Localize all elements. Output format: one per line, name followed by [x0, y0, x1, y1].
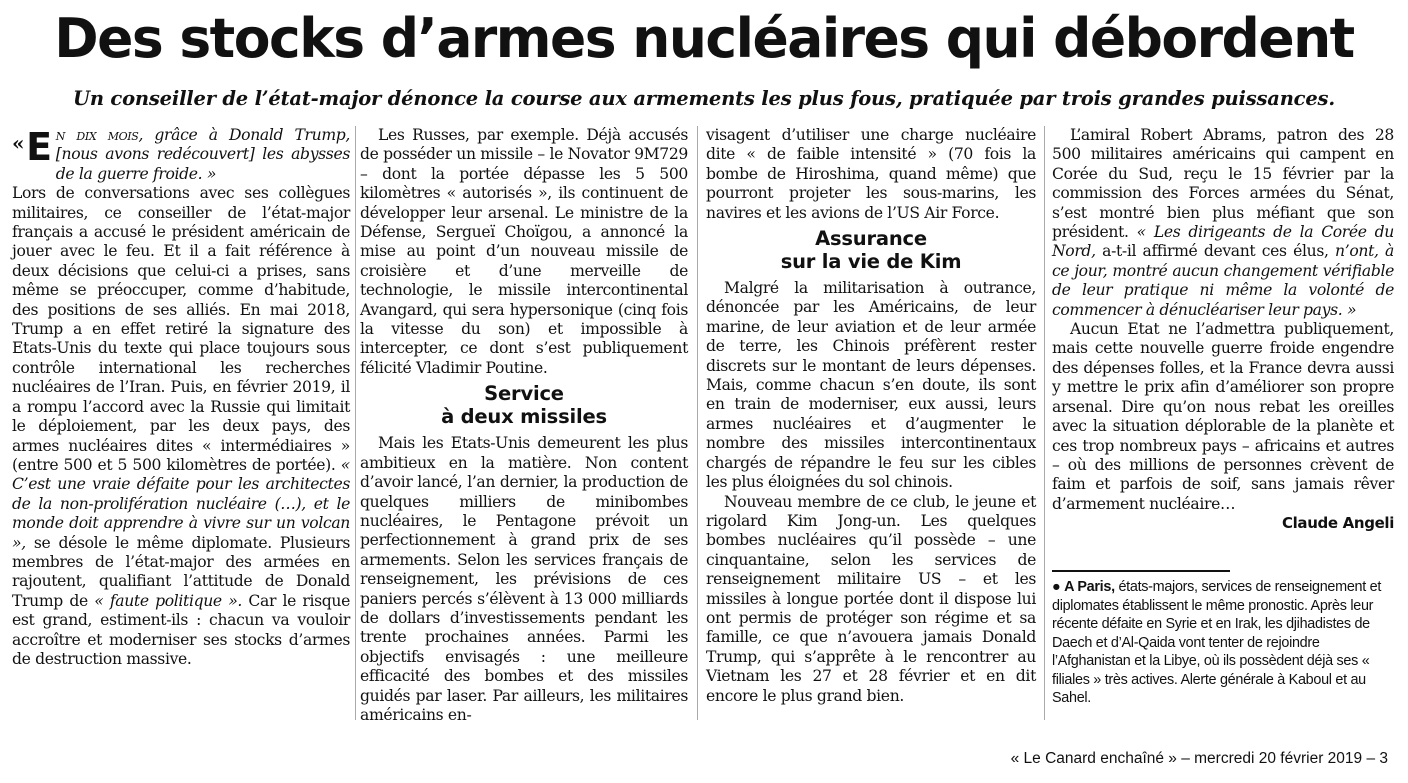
paragraph: Mais les Etats-Unis demeurent les plus ambitieux en la matière. Non content d’avoir lancé, l’an dernier, la production de quelques milliers de minibombes nucléaires, le Pentagone prévoit un perfectionnement à grand prix de ses armements. Selon les services français de renseignement, les prévisions de ces paniers percés s’élèvent à 13 000 milliards de dollars d’investissements pendant les trente prochaines années. Parmi les objectifs envisagés : une meilleure efficacité des bombes et des missiles guidés par laser. Par ailleurs, les militaires américains en- — [360, 434, 688, 724]
page-footer: « Le Canard enchaîné » – mercredi 20 février 2019 – 3 — [1010, 750, 1388, 767]
paragraph: Malgré la militarisation à outrance, dénoncée par les Américains, de leur marine, de leur aviation et de leur armée de terre, les Chinois préfèrent rester discrets sur le montant de leurs dépenses. Mais, comme chacun s’en doute, ils sont en train de moderniser, eux aussi, leurs armes nucléaires et d’augmenter le nombre des missiles intercontinentaux chargés de répandre le feu sur les cibles les plus éloignées du sol chinois. — [706, 279, 1036, 492]
intertitle — [706, 227, 1036, 273]
brief-text: états-majors, services de renseignement et diplomates établissent le même pronostic. Après leur récente défaite en Syrie et en Irak, les djihadistes de Daech et d’Al-Qaida vont tenter de rejoindre l’Afghanistan et la Libye, où ils possèdent déjà ses « filiales » très actives. Alerte générale à Kaboul et au Sahel. — [1052, 579, 1382, 706]
column-rule — [1044, 126, 1045, 720]
paragraph-text: Lors de conversations avec ses collègues militaires, ce conseiller de l’état-major français a accusé le président américain de jouer avec le feu. Et il a fait référence à deux décisions que celui-ci a prises, sans même se préoccuper, comme d’habitude, des positions de ses alliés. En mai 2018, Trump a en effet retiré la signature des Etats-Unis du texte qui place toujours sous contrôle international les recherches nucléaires de l’Iran. Puis, en février 2019, il a rompu l’accord avec la Russie qui limitait le déploiement, par les deux pays, des armes nucléaires dites « intermédiaires » (entre 500 et 5 500 kilomètres de portée). — [12, 184, 350, 474]
paragraph: visagent d’utiliser une charge nucléaire dite « de faible intensité » (70 fois la bombe de Hiroshima, quand même) que pourront projeter les sous-marins, les navires et les avions de l’US Air Force. — [706, 126, 1036, 222]
paragraph — [1052, 126, 1394, 320]
intertitle-line: à deux missiles — [441, 405, 607, 429]
paragraph: Nouveau membre de ce club, le jeune et rigolard Kim Jong-un. Les quelques bombes nucléaires qu’il possède – une cinquantaine, selon les services de renseignement militaire US – et les missiles à longue portée dont il dispose lui ont permis de protéger son régime et sa famille, ce que n’avouera jamais Donald Trump, qui s’apprête à le rencontrer au Vietnam les 27 et 28 février et en dit encore le plus grand bien. — [706, 492, 1036, 705]
article-column-2 — [360, 126, 688, 725]
quote-text: « faute politique ». — [94, 591, 243, 610]
author-signature: Claude Angeli — [1281, 514, 1394, 533]
column-rule — [355, 126, 356, 720]
column-rule — [697, 126, 698, 720]
bullet-icon: ● — [1052, 579, 1061, 595]
paragraph-text: L’amiral Robert Abrams, patron des 28 500 militaires américains qui campent en Corée du Sud, reçu le 15 février par la commission des Forces armées du Sénat, s’est montré bien plus méfiant que son président. — [1052, 126, 1394, 242]
intertitle-line: Assurance — [815, 227, 927, 251]
paragraph-text: Car le risque est grand, estiment-ils : chacun va vouloir accroître et moderniser ses stocks d’armes de destruction massive. — [12, 591, 350, 668]
article-column-1 — [12, 126, 350, 669]
paragraph-text: a-t-il affirmé devant ces élus, — [1102, 242, 1329, 261]
intertitle-line: sur la vie de Kim — [780, 250, 962, 274]
quote-text: « C’est une vraie défaite pour les architectes de la non-prolifération nucléaire (…), et le monde doit apprendre à vivre sur un volcan », — [12, 455, 350, 552]
drop-cap: E — [26, 125, 52, 169]
paragraph-text: se désole le même diplomate. Plusieurs membres de l’état-major des armées en rajoutent, qualifiant l’attitude de Donald Trump de — [12, 533, 350, 610]
paragraph — [12, 184, 350, 669]
news-brief — [1052, 578, 1394, 708]
subtitle: Un conseiller de l’état-major dénonce la course aux armements les plus fous, pratiquée par trois grandes puissances. — [73, 87, 1335, 110]
intertitle — [360, 382, 688, 428]
quote-text: n’ont, à ce jour, montré aucun changement vérifiable de leur pratique ni même la volonté de commencer à dénucléariser leur pays. » — [1052, 242, 1394, 319]
brief-lead: A Paris, — [1064, 579, 1115, 595]
paragraph: Les Russes, par exemple. Déjà accusés de posséder un missile – le Novator 9M729 – dont la portée dépasse les 5 500 kilomètres « autorisés », ils continuent de développer leur arsenal. Le ministre de la Défense, Sergueï Choïgou, a annoncé la mise au point d’un nouveau missile de croisière et d’une merveille de technologie, le missile intercontinental Avangard, qui sera hypersonique (cinq fois la vitesse du son) et impossible à intercepter, ce dont s’est publiquement félicité Vladimir Poutine. — [360, 126, 688, 377]
opening-quote: « — [12, 131, 25, 155]
lead-rest: grâce à Donald Trump, [nous avons redécouvert] les abysses de la guerre froide. » — [55, 126, 350, 183]
quote-text: « Les dirigeants de la Corée du Nord, — [1052, 223, 1394, 261]
divider — [1052, 570, 1230, 572]
lead-caps: n dix mois, — [55, 126, 144, 144]
intertitle-line: Service — [484, 382, 564, 406]
lead-paragraph — [12, 126, 350, 184]
article-column-3 — [706, 126, 1036, 706]
headline: Des stocks d’armes nucléaires qui débordent — [54, 7, 1354, 70]
article-column-4 — [1052, 126, 1394, 534]
paragraph: Aucun Etat ne l’admettra publiquement, mais cette nouvelle guerre froide engendre des dépenses folles, et la France devra aussi y mettre le prix afin d’améliorer son propre arsenal. Dire qu’on nous rebat les oreilles avec la situation déplorable de la planète et ces trop nombreux pays – africains et autres – où des millions de personnes crèvent de faim et parfois de soif, sans jamais rêver d’armement nucléaire… — [1052, 320, 1394, 513]
